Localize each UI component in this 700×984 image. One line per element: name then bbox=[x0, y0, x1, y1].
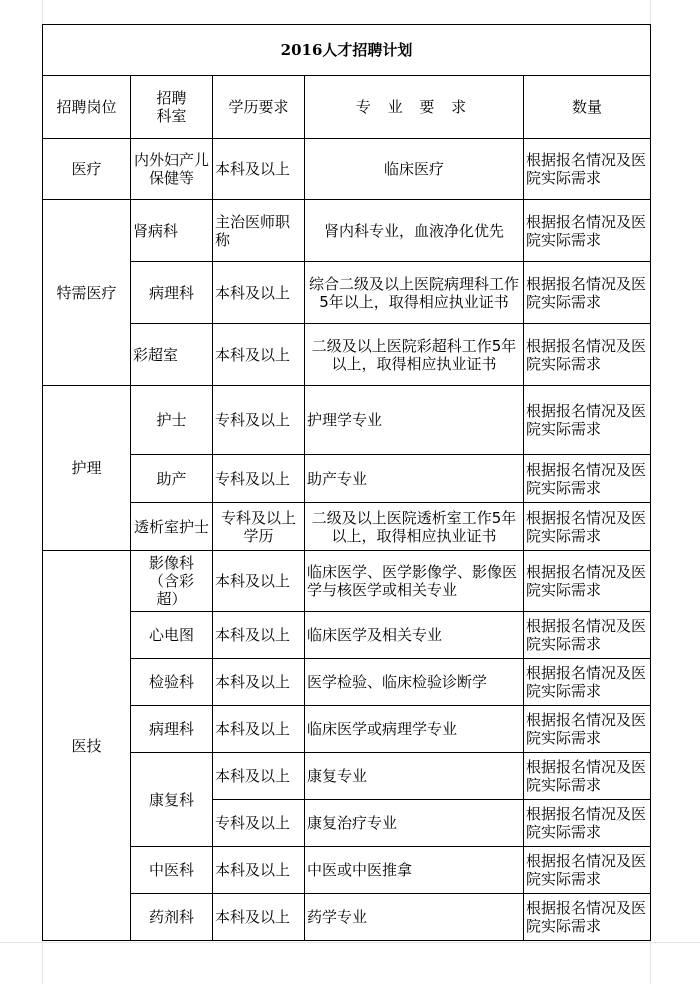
edu-cell: 本科及以上 bbox=[213, 262, 305, 324]
header-major: 专 业 要 求 bbox=[305, 76, 524, 139]
amount-cell: 根据报名情况及医院实际需求 bbox=[524, 659, 651, 706]
amount-cell: 根据报名情况及医院实际需求 bbox=[524, 800, 651, 847]
edu-cell: 本科及以上 bbox=[213, 706, 305, 753]
table-row bbox=[43, 503, 651, 551]
edu-cell: 专科及以上 bbox=[213, 386, 305, 455]
dept-cell: 药剂科 bbox=[131, 894, 213, 941]
edu-cell: 本科及以上 bbox=[213, 894, 305, 941]
major-cell: 护理学专业 bbox=[305, 386, 524, 455]
group-nursing: 护理 bbox=[43, 386, 131, 551]
major-cell: 临床医学、医学影像学、影像医学与核医学或相关专业 bbox=[305, 551, 524, 612]
major-cell: 药学专业 bbox=[305, 894, 524, 941]
amount-cell: 根据报名情况及医院实际需求 bbox=[524, 847, 651, 894]
group-medical-tech: 医技 bbox=[43, 551, 131, 941]
dept-cell: 护士 bbox=[131, 386, 213, 455]
table-row bbox=[43, 262, 651, 324]
group-medical: 医疗 bbox=[43, 139, 131, 200]
header-position: 招聘岗位 bbox=[43, 76, 131, 139]
dept-cell: 心电图 bbox=[131, 612, 213, 659]
amount-cell: 根据报名情况及医院实际需求 bbox=[524, 551, 651, 612]
amount-cell: 根据报名情况及医院实际需求 bbox=[524, 894, 651, 941]
major-cell: 医学检验、临床检验诊断学 bbox=[305, 659, 524, 706]
dept-cell: 中医科 bbox=[131, 847, 213, 894]
table-row bbox=[43, 386, 651, 455]
recruitment-plan-table bbox=[42, 24, 651, 941]
amount-cell: 根据报名情况及医院实际需求 bbox=[524, 200, 651, 262]
major-cell: 康复治疗专业 bbox=[305, 800, 524, 847]
amount-cell: 根据报名情况及医院实际需求 bbox=[524, 262, 651, 324]
dept-cell: 助产 bbox=[131, 455, 213, 503]
edu-cell: 本科及以上 bbox=[213, 551, 305, 612]
edu-cell: 专科及以上 bbox=[213, 455, 305, 503]
major-cell: 中医或中医推拿 bbox=[305, 847, 524, 894]
table-row bbox=[43, 706, 651, 753]
edu-cell: 本科及以上 bbox=[213, 847, 305, 894]
table-row bbox=[43, 200, 651, 262]
table-row bbox=[43, 612, 651, 659]
dept-cell: 病理科 bbox=[131, 262, 213, 324]
amount-cell: 根据报名情况及医院实际需求 bbox=[524, 753, 651, 800]
table-title: 2016人才招聘计划 bbox=[43, 25, 651, 76]
dept-cell: 康复科 bbox=[131, 753, 213, 847]
major-cell: 助产专业 bbox=[305, 455, 524, 503]
major-cell: 康复专业 bbox=[305, 753, 524, 800]
dept-cell: 检验科 bbox=[131, 659, 213, 706]
edu-cell: 本科及以上 bbox=[213, 324, 305, 386]
amount-cell: 根据报名情况及医院实际需求 bbox=[524, 706, 651, 753]
major-cell: 临床医学及相关专业 bbox=[305, 612, 524, 659]
major-cell: 二级及以上医院透析室工作5年以上，取得相应执业证书 bbox=[305, 503, 524, 551]
table-row bbox=[43, 894, 651, 941]
dept-cell: 透析室护士 bbox=[131, 503, 213, 551]
amount-cell: 根据报名情况及医院实际需求 bbox=[524, 386, 651, 455]
amount-cell: 根据报名情况及医院实际需求 bbox=[524, 612, 651, 659]
amount-cell: 根据报名情况及医院实际需求 bbox=[524, 503, 651, 551]
edu-cell: 主治医师职称 bbox=[213, 200, 305, 262]
header-dept: 招聘科室 bbox=[131, 76, 213, 139]
dept-cell: 影像科（含彩超） bbox=[131, 551, 213, 612]
major-cell: 综合二级及以上医院病理科工作5年以上，取得相应执业证书 bbox=[305, 262, 524, 324]
amount-cell: 根据报名情况及医院实际需求 bbox=[524, 455, 651, 503]
major-cell: 临床医学或病理学专业 bbox=[305, 706, 524, 753]
gridline bbox=[0, 942, 700, 943]
major-cell: 临床医疗 bbox=[305, 139, 524, 200]
edu-cell: 本科及以上 bbox=[213, 139, 305, 200]
table-row bbox=[43, 324, 651, 386]
header-education: 学历要求 bbox=[213, 76, 305, 139]
edu-cell: 本科及以上 bbox=[213, 612, 305, 659]
header-row bbox=[43, 76, 651, 139]
edu-cell: 专科及以上 bbox=[213, 800, 305, 847]
dept-cell: 肾病科 bbox=[131, 200, 213, 262]
table-row bbox=[43, 551, 651, 612]
dept-cell: 病理科 bbox=[131, 706, 213, 753]
dept-cell: 内外妇产儿保健等 bbox=[131, 139, 213, 200]
amount-cell: 根据报名情况及医院实际需求 bbox=[524, 139, 651, 200]
amount-cell: 根据报名情况及医院实际需求 bbox=[524, 324, 651, 386]
table-row bbox=[43, 139, 651, 200]
group-special-care: 特需医疗 bbox=[43, 200, 131, 386]
edu-cell: 本科及以上 bbox=[213, 753, 305, 800]
dept-cell: 彩超室 bbox=[131, 324, 213, 386]
table-row bbox=[43, 455, 651, 503]
major-cell: 二级及以上医院彩超科工作5年以上，取得相应执业证书 bbox=[305, 324, 524, 386]
table-row bbox=[43, 753, 651, 800]
major-cell: 肾内科专业，血液净化优先 bbox=[305, 200, 524, 262]
edu-cell: 本科及以上 bbox=[213, 659, 305, 706]
edu-cell: 专科及以上学历 bbox=[213, 503, 305, 551]
header-amount: 数量 bbox=[524, 76, 651, 139]
table-row bbox=[43, 847, 651, 894]
table-row bbox=[43, 659, 651, 706]
